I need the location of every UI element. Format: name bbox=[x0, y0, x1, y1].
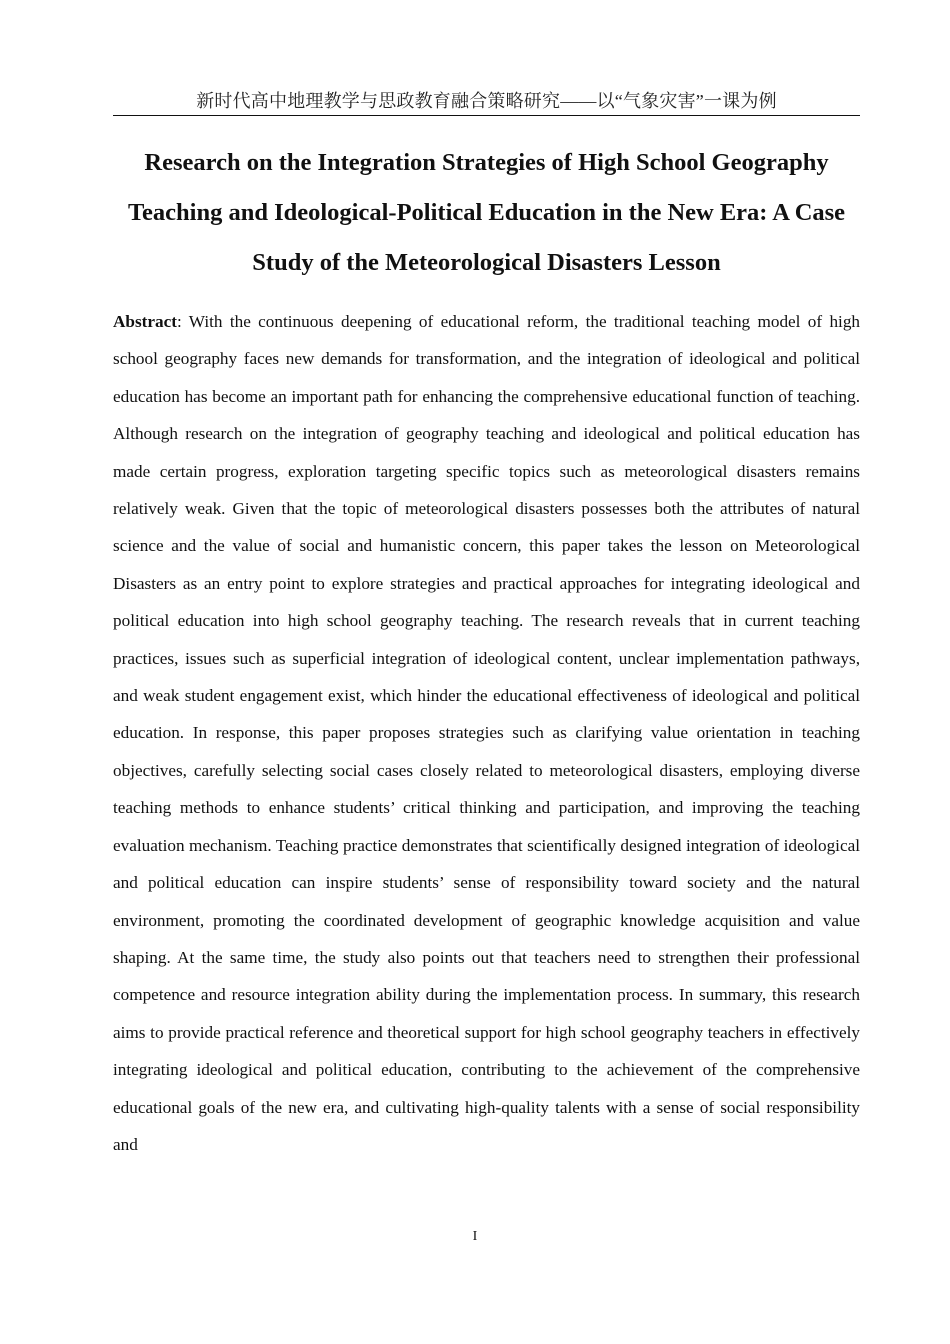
abstract-paragraph bbox=[113, 303, 860, 1163]
running-header: 新时代高中地理教学与思政教育融合策略研究——以“气象灾害”一课为例 bbox=[113, 88, 860, 116]
abstract-separator: : bbox=[176, 312, 189, 331]
abstract-text: With the continuous deepening of educational reform, the traditional teaching model of high school geography faces new demands for transformation, and the integration of ideological and political education has become an important path for enhancing the comprehensive educational function of teaching. Although research on the integration of geography teaching and ideological and political education has made certain progress, exploration targeting specific topics such as meteorological disasters remains relatively weak. Given that the topic of meteorological disasters possesses both the attributes of natural science and the value of social and humanistic concern, this paper takes the lesson on Meteorological Disasters as an entry point to explore strategies and practical approaches for integrating ideological and political education into high school geography teaching. The research reveals that in current teaching practices, issues such as superficial integration of ideological content, unclear implementation pathways, and weak student engagement exist, which hinder the educational effectiveness of ideological and political education. In response, this paper proposes strategies such as clarifying value orientation in teaching objectives, carefully selecting social cases closely related to meteorological disasters, employing diverse teaching methods to enhance students’ critical thinking and participation, and improving the teaching evaluation mechanism. Teaching practice demonstrates that scientifically designed integration of ideological and political education can inspire students’ sense of responsibility toward society and the natural environment, promoting the coordinated development of geographic knowledge acquisition and value shaping. At the same time, the study also points out that teachers need to strengthen their professional competence and resource integration ability during the implementation process. In summary, this research aims to provide practical reference and theoretical support for high school geography teachers in effectively integrating ideological and political education, contributing to the achievement of the comprehensive educational goals of the new era, and cultivating high-quality talents with a sense of social responsibility and bbox=[113, 312, 861, 1154]
page-number: I bbox=[472, 1229, 478, 1244]
abstract-label: Abstract bbox=[113, 312, 177, 331]
paper-title: Research on the Integration Strategies of High School Geography Teaching and Ideological-Political Education in the New Era: A Case Study of the Meteorological Disasters Lesson bbox=[127, 149, 846, 276]
